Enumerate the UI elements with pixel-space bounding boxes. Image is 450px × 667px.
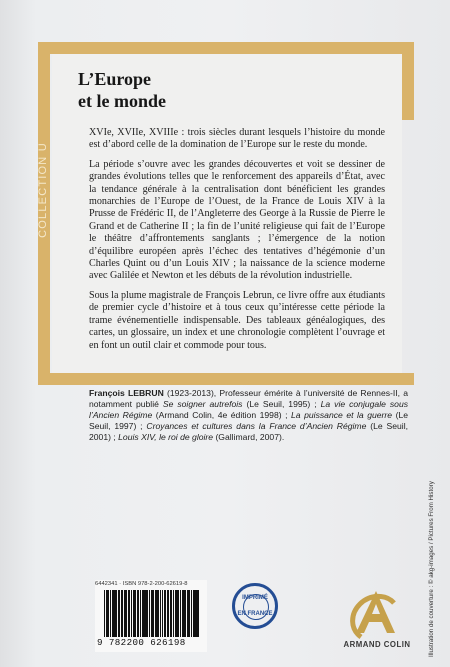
barcode-number: 9 782200 626198 [97, 637, 186, 648]
barcode-bars [104, 590, 200, 637]
bio-work-5: Louis XIV, le roi de gloire [118, 431, 214, 442]
bio-text-6: (Gallimard, 2007). [213, 431, 285, 442]
bio-text-4: (Le Seuil, 1997) ; [89, 409, 408, 431]
book-summary [89, 127, 385, 359]
barcode-bar [147, 590, 148, 637]
summary-paragraph-3: Sous la plume magistrale de François Lebrun, ce livre offre aux étudiants de premier cycle d’histoire et à tous ceux qu’intéresse cette période la trame événementielle indispensable. Des tableaux généalogiques, des cartes, un glossaire, un index et une chronologie complètent l’ouvrage et en font un outil clair et commode pour tous. [89, 289, 385, 351]
bio-work-4: Croyances et cultures dans la France d’Ancien Régime [146, 420, 367, 431]
armand-colin-logo-icon [342, 586, 408, 642]
bio-work-2: La vie conjugale sous l’Ancien Régime [89, 398, 409, 420]
seal-top-text: IMPRIMÉ [242, 595, 268, 601]
barcode-bar [116, 590, 117, 637]
barcode-bar [104, 590, 105, 637]
author-name: François LEBRUN [89, 388, 164, 398]
barcode-bar [185, 590, 186, 637]
barcode-bar [196, 590, 199, 637]
cover-illustration-credit: Illustration de couverture : © akg-images / Pictures From History [428, 481, 435, 657]
publisher-name: ARMAND COLIN [343, 640, 411, 649]
barcode-bar [140, 590, 141, 637]
collection-label: COLLECTION U [37, 142, 49, 238]
summary-paragraph-1: XVIe, XVIIe, XVIIIe : trois siècles durant lesquels l’histoire du monde est d’abord celle de la domination de l’Europe sur le reste du monde. [89, 127, 385, 151]
barcode-bar [122, 590, 123, 637]
barcode-bar [191, 590, 192, 637]
seal-bottom-text: EN FRANCE [237, 611, 273, 617]
bio-work-1: Se soigner autrefois [162, 398, 243, 409]
barcode-bar [110, 590, 111, 637]
bio-text-2: (Le Seuil, 1995) ; [242, 398, 321, 409]
book-title [78, 68, 298, 112]
barcode-bar [153, 590, 154, 637]
bio-work-3: La puissance et la guerre [291, 409, 393, 420]
bio-text-1: (1923-2013), Professeur émérite à l’université de Rennes-II, a notamment publié [89, 388, 408, 409]
barcode-bar [173, 590, 174, 637]
barcode-bar [165, 590, 166, 637]
imprime-en-france-seal [232, 583, 278, 629]
barcode-top-text: 6442341 · ISBN 978-2-200-62619-8 [95, 581, 188, 587]
bio-text-5: (Le Seuil, 2001) ; [89, 420, 408, 442]
book-title-line-1: L’Europe [78, 69, 152, 89]
barcode-bar [134, 590, 136, 637]
gold-frame-right-segment [402, 42, 414, 120]
summary-paragraph-2: La période s’ouvre avec les grandes découvertes et voit se dessiner de grandes évolutions telles que le renforcement des appareils d’État, avec la tendance générale à la centralisation dont bénéficient les grandes monarchies de l’Europe de l’Ouest, de la France de Louis XIV à la Prusse de Frédéric II, de l’Angleterre des George à la Russie de Pierre le Grand et de Catherine II ; la fin de l’unité religieuse qui fait de l’Europe le théâtre d’affrontements sanglants ; l’émergence de la notion d’équilibre européen après l’échec des tentatives d’hégémonie d’un Charles Quint ou d’un Louis XIV ; la naissance de la science moderne avec Galilée et Newton et les débuts de la révolution industrielle. [89, 158, 385, 282]
author-biography [89, 388, 408, 443]
book-title-line-2: et le monde [78, 91, 166, 111]
barcode-bar [178, 590, 179, 637]
bio-text-3: (Armand Colin, 4e édition 1998) ; [152, 409, 292, 420]
barcode-bar [160, 590, 161, 637]
barcode-bar [128, 590, 131, 637]
